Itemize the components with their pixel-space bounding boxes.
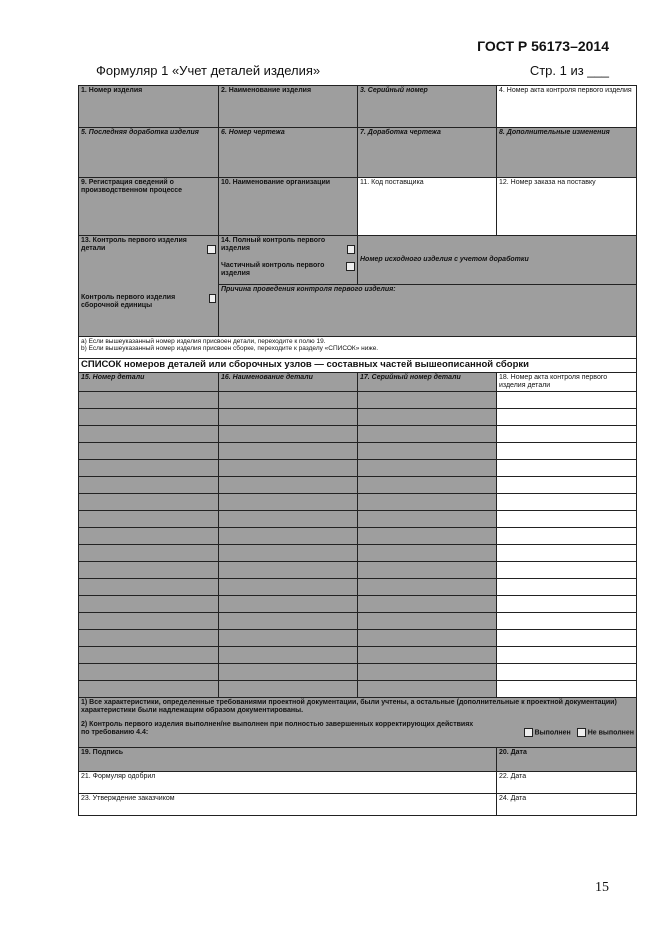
form-title: Формуляр 1 «Учет деталей изделия» [96,63,321,78]
col-part-number: 15. Номер детали [79,373,219,392]
assembly-checkbox[interactable] [209,294,216,303]
list-title: СПИСОК номеров деталей или сборочных узлов — составных частей вышеописанной сборки [79,359,637,373]
field-label: Причина проведения контроля первого изделия: [221,286,396,293]
not-done-checkbox[interactable] [577,728,586,737]
field-label: 7. Доработка чертежа [360,129,441,136]
done-label: Выполнен [534,729,571,737]
field-label: 4. Номер акта контроля первого изделия [499,87,632,94]
field-organization-name[interactable] [219,178,358,236]
statement-2: 2) Контроль первого изделия выполнен/не выполнен при полностью завершенных корректирующих действиях по требованию 4.4: [81,721,474,737]
field-serial-number[interactable] [358,86,497,128]
field-label: 12. Номер заказа на поставку [499,179,596,186]
list-row[interactable] [79,477,637,494]
field-customer-date[interactable] [497,794,637,816]
field-item-number[interactable] [79,86,219,128]
field-label: 3. Серийный номер [360,87,428,94]
field-label: 22. Дата [499,773,527,781]
field-approval-date[interactable] [497,772,637,794]
list-row[interactable] [79,528,637,545]
field-additional-changes[interactable] [497,128,637,178]
list-row[interactable] [79,681,637,698]
field-label: Контроль первого изделия сборочной единицы [81,294,176,310]
form-table [78,85,637,816]
field-item-name[interactable] [219,86,358,128]
list-row[interactable] [79,613,637,630]
statement-1: 1) Все характеристики, определенные требованиями проектной документации, были учтены, а остальные (дополнительные к проектной документации) характеристики были надлежащим образом документированы. [81,699,617,715]
field-label: 13. Контроль первого изделия детали [81,237,187,253]
note-a: a) Если вышеуказанный номер изделия присвоен детали, переходите к полю 19. [81,338,326,345]
part-checkbox[interactable] [207,245,216,254]
field-label: 5. Последняя доработка изделия [81,129,199,136]
field-label: 9. Регистрация сведений о производственном процессе [81,179,183,195]
partial-control-checkbox[interactable] [346,262,355,271]
list-row[interactable] [79,426,637,443]
full-control-checkbox[interactable] [347,245,356,254]
done-checkbox[interactable] [524,728,533,737]
field-label: 24. Дата [499,795,527,803]
list-row[interactable] [79,630,637,647]
list-row[interactable] [79,596,637,613]
not-done-label: Не выполнен [587,729,634,737]
list-row[interactable] [79,579,637,596]
list-row[interactable] [79,647,637,664]
list-row[interactable] [79,443,637,460]
standard-code: ГОСТ Р 56173–2014 [477,38,609,54]
note-b: b) Если вышеуказанный номер изделия присвоен сборке, переходите к разделу «СПИСОК» ниже. [81,345,379,353]
field-label: 19. Подпись [81,749,124,757]
field-drawing-revision[interactable] [358,128,497,178]
field-first-article-report[interactable] [497,86,637,128]
field-label: 2. Наименование изделия [221,87,312,94]
list-row[interactable] [79,511,637,528]
field-source-item[interactable] [358,236,637,285]
field-label: 23. Утверждение заказчиком [81,795,175,803]
field-label: 20. Дата [499,749,527,757]
field-label: 6. Номер чертежа [221,129,285,136]
field-label: 8. Дополнительные изменения [499,129,610,136]
list-row[interactable] [79,392,637,409]
field-signature[interactable] [79,748,497,772]
field-full-control [219,236,358,285]
field-control-reason[interactable] [219,285,637,337]
field-drawing-number[interactable] [219,128,358,178]
field-label: Номер исходного изделия с учетом доработки [360,255,529,263]
field-last-revision[interactable] [79,128,219,178]
field-label: 10. Наименование организации [221,179,331,186]
field-purchase-order[interactable] [497,178,637,236]
col-part-serial: 17. Серийный номер детали [358,373,497,392]
list-row[interactable] [79,664,637,681]
list-row[interactable] [79,562,637,579]
field-signature-date[interactable] [497,748,637,772]
field-supplier-code[interactable] [358,178,497,236]
page-number: 15 [595,880,609,895]
field-label: 1. Номер изделия [81,87,143,94]
field-label: 11. Код поставщика [360,179,424,186]
statements [79,698,637,748]
field-label: Частичный контроль первого изделия [221,262,325,278]
instructions [79,337,637,359]
field-label: 21. Формуляр одобрил [81,773,156,781]
page-indicator: Стр. 1 из ___ [529,63,609,78]
list-row[interactable] [79,460,637,477]
field-label: 14. Полный контроль первого изделия [221,237,326,253]
col-part-report: 18. Номер акта контроля первого изделия детали [497,373,637,392]
col-part-name: 16. Наименование детали [219,373,358,392]
field-process-registration[interactable] [79,178,219,236]
field-approved-by[interactable] [79,772,497,794]
field-first-article-control [79,236,219,337]
list-row[interactable] [79,494,637,511]
list-row[interactable] [79,409,637,426]
list-row[interactable] [79,545,637,562]
field-customer-approval[interactable] [79,794,497,816]
